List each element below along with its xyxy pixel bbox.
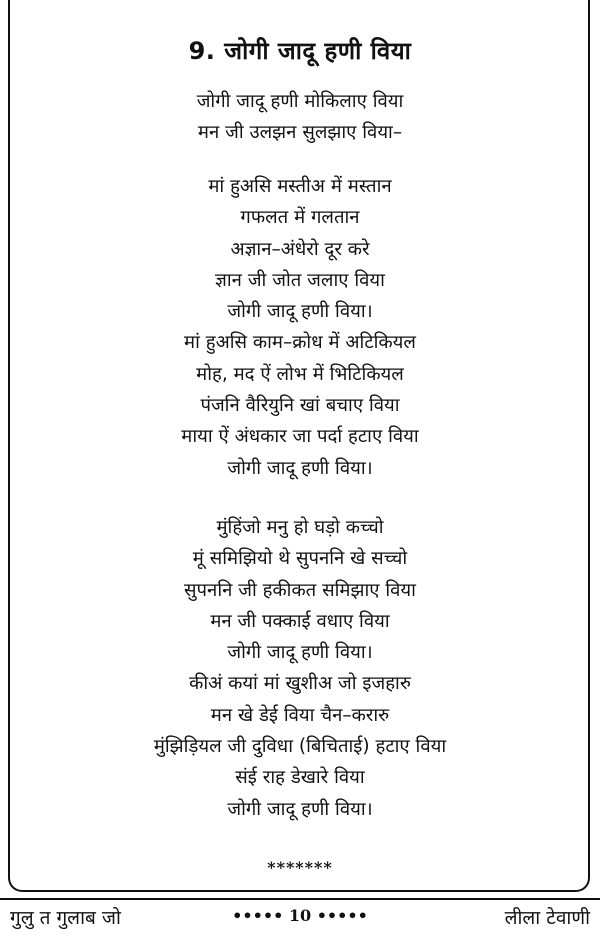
footer-author: लीला टेवाणी: [504, 907, 590, 929]
footer-book-title: गुलु त गुलाब जो: [10, 907, 121, 929]
poem-line: अज्ञान–अंधेरो दूर करे: [230, 238, 370, 260]
poem-title: 9. जोगी जादू हणी विया: [188, 37, 412, 65]
poem-line: मोह, मद ऐं लोभ में भिटिकियल: [196, 363, 404, 385]
poem-line: जोगी जादू हणी विया।: [227, 798, 373, 820]
poem-line: संई राह डेखारे विया: [235, 767, 365, 789]
poem-line: मूं समिझियो थे सुपननि खे सच्चो: [192, 548, 408, 570]
poem-line: मां हुअसि काम–क्रोध में अटिकियल: [184, 332, 416, 354]
poem-line: मन जी पक्काई वधाए विया: [210, 610, 390, 632]
section-separator: *******: [267, 858, 333, 877]
stanza-2: [0, 171, 600, 484]
poem-line: माया ऐं अंधकार जा पर्दा हटाए विया: [181, 426, 419, 448]
poem-line: जोगी जादू हणी मोकिलाए विया: [196, 91, 404, 112]
poem-line: मुंहिंजो मनु हो घड़ो कच्चो: [216, 517, 384, 538]
poem-line: जोगी जादू हणी विया।: [227, 457, 373, 479]
stanza-1: [0, 86, 600, 149]
footer-divider: [0, 898, 600, 900]
poem-line: मुंझिड़ियल जी दुविधा (बिचिताई) हटाए विया: [153, 736, 447, 758]
poem-line: ज्ञान जी जोत जलाए विया: [215, 269, 385, 291]
poem-line: मां हुअसि मस्तीअ में मस्तान: [208, 176, 392, 197]
page-number: ••••• 10 •••••: [232, 906, 368, 925]
poem-line: गफलत में गलतान: [240, 207, 360, 229]
poem-line: सुपननि जी हकीकत समिझाए विया: [184, 579, 416, 601]
stanza-3: [0, 512, 600, 825]
poem-line: जोगी जादू हणी विया।: [227, 301, 373, 323]
poem-line: मन जी उलझन सुलझाए विया–: [197, 122, 403, 144]
poem-line: कीअं कयां मां खुशीअ जो इजहारु: [189, 673, 411, 695]
poem-line: पंजनि वैरियुनि खां बचाए विया: [200, 395, 400, 417]
poem-line: जोगी जादू हणी विया।: [227, 642, 373, 664]
poem-line: मन खे डेई विया चैन–करारु: [210, 704, 390, 726]
